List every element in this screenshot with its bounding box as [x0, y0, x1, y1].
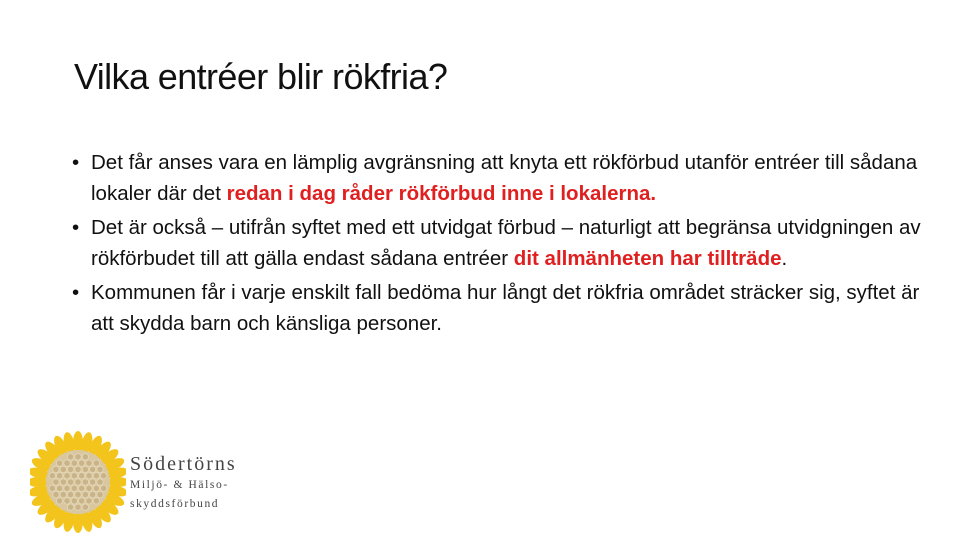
seed-cell: [75, 466, 81, 472]
bullet-text: Det får anses vara en lämplig avgränsning att knyta ett rökförbud utanför entréer till sådana lokaler där det: [91, 151, 918, 205]
seed-cell: [49, 473, 55, 479]
seed-cell: [67, 454, 73, 460]
bullet-item: [72, 148, 932, 209]
seed-cell: [49, 485, 55, 491]
seed-cell: [60, 479, 66, 485]
seed-cell: [75, 504, 81, 510]
seed-cell: [71, 460, 77, 466]
seed-cell: [90, 491, 96, 497]
seed-cell: [75, 491, 81, 497]
logo-wordmark: [130, 452, 237, 514]
seed-cell: [64, 485, 70, 491]
seed-cell: [71, 485, 77, 491]
logo-line-1: Södertörns: [130, 453, 237, 475]
bullet-list: [72, 148, 932, 343]
bullet-highlight: dit allmänheten har tillträde: [513, 246, 782, 270]
bullet-dot: •: [72, 281, 80, 304]
seed-cell: [90, 479, 96, 485]
seed-cell: [82, 491, 88, 497]
seed-cell: [79, 473, 85, 479]
seed-cell: [56, 473, 62, 479]
seed-cell: [60, 491, 66, 497]
seed-cell: [60, 466, 66, 472]
bullet-item: [72, 213, 932, 274]
logo-line-3: skyddsförbund: [130, 498, 220, 510]
seed-cell: [82, 454, 88, 460]
seed-cell: [56, 460, 62, 466]
seed-cell: [75, 454, 81, 460]
seed-cell: [79, 460, 85, 466]
bullet-text-end: .: [781, 246, 788, 270]
seed-cell: [97, 491, 103, 497]
bullet-item: [72, 278, 932, 339]
seed-cell: [101, 485, 107, 491]
seed-cell: [71, 498, 77, 504]
seed-cell: [71, 473, 77, 479]
seed-cell: [86, 473, 92, 479]
seed-cell: [86, 485, 92, 491]
petal: [73, 511, 83, 533]
bullet-dot: •: [72, 216, 80, 239]
seed-cell: [67, 466, 73, 472]
seed-cell: [90, 466, 96, 472]
seed-cell: [67, 491, 73, 497]
seed-cell: [67, 479, 73, 485]
organization-logo: [30, 430, 270, 535]
seed-cell: [101, 473, 107, 479]
seed-cell: [64, 498, 70, 504]
seed-cell: [82, 466, 88, 472]
seed-cell: [93, 485, 99, 491]
bullet-highlight: redan i dag råder rökförbud inne i lokalerna.: [226, 181, 657, 205]
slide-title: Vilka entréer blir rökfria?: [74, 56, 448, 97]
seed-cell: [56, 498, 62, 504]
seed-cell: [86, 460, 92, 466]
seed-cell: [82, 504, 88, 510]
seed-cell: [97, 479, 103, 485]
seed-cell: [93, 473, 99, 479]
seed-cell: [86, 498, 92, 504]
seed-cell: [53, 479, 59, 485]
seed-cell: [53, 491, 59, 497]
seed-cell: [93, 460, 99, 466]
sunflower-icon: [30, 430, 126, 534]
seed-cell: [64, 473, 70, 479]
logo-line-2: Miljö- & Hälso-: [130, 479, 229, 491]
seed-cell: [75, 479, 81, 485]
seed-cell: [93, 498, 99, 504]
seed-cell: [79, 498, 85, 504]
seed-cell: [53, 466, 59, 472]
bullet-text: Det är också – utifrån syftet med ett utvidgat förbud – naturligt att begränsa utvidgningen av rökförbudet till att gälla endast sådana entréer: [91, 216, 921, 270]
seed-cell: [79, 485, 85, 491]
bullet-text: Kommunen får i varje enskilt fall bedöma hur långt det rökfria området sträcker sig, syftet är att skydda barn och känsliga personer.: [91, 281, 920, 335]
seed-cell: [56, 485, 62, 491]
seed-cell: [67, 504, 73, 510]
bullet-dot: •: [72, 151, 80, 174]
seed-cell: [97, 466, 103, 472]
seed-cell: [64, 460, 70, 466]
seed-cell: [82, 479, 88, 485]
petal: [73, 431, 83, 453]
